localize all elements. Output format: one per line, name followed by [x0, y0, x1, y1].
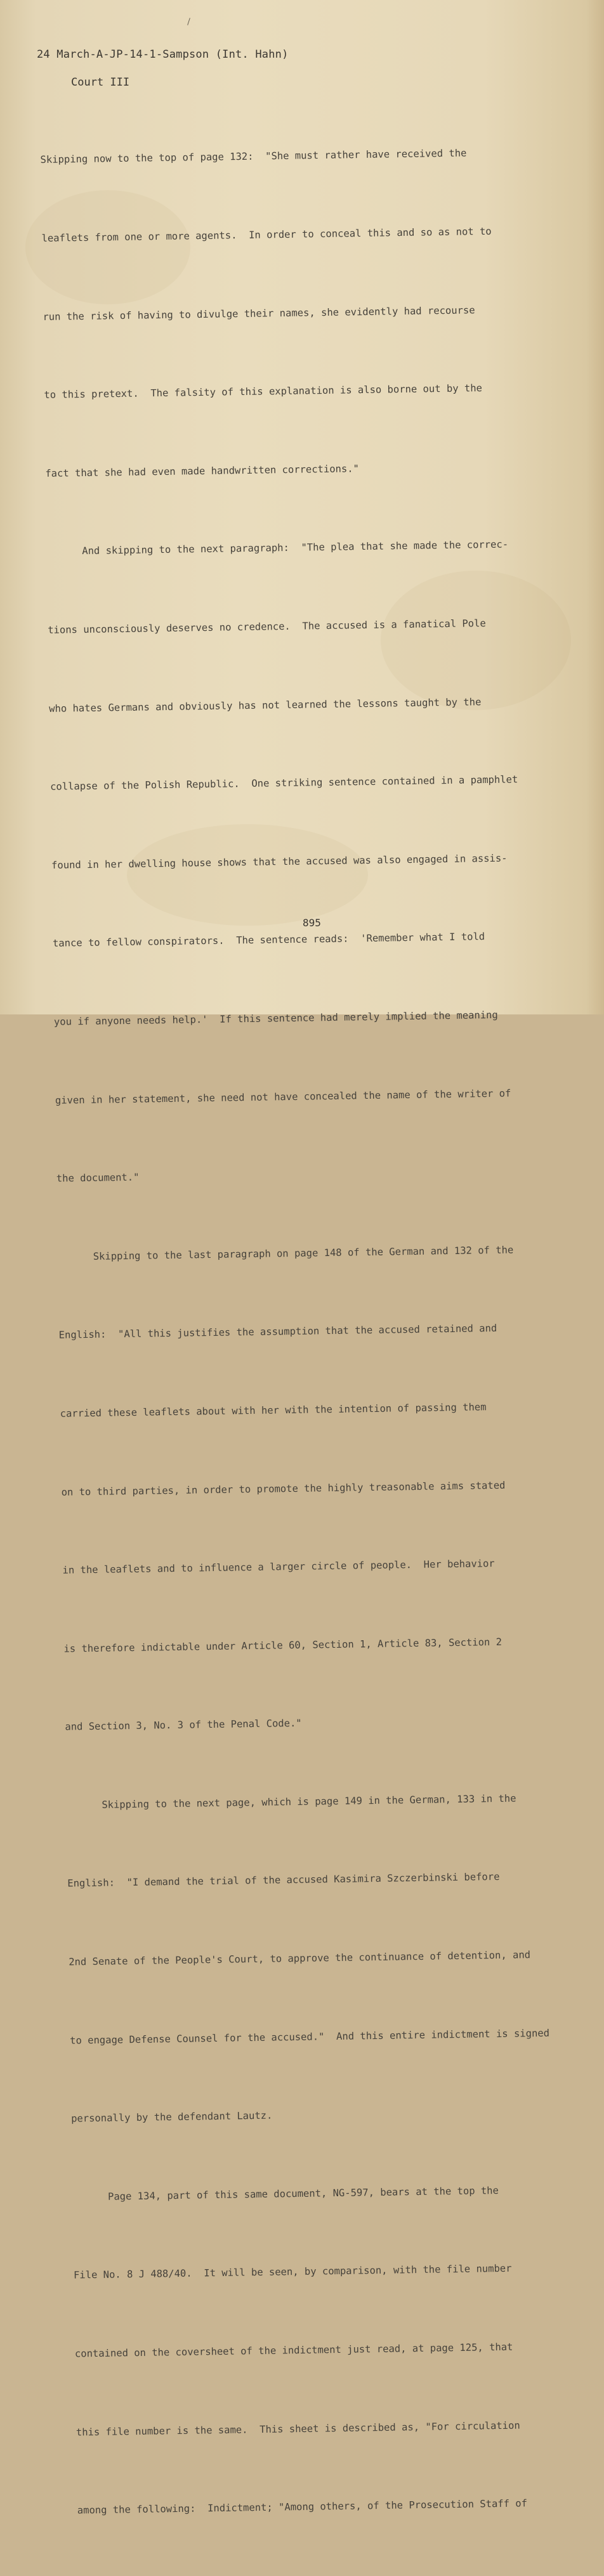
transcript-line: fact that she had even made handwritten corrections."	[45, 462, 360, 479]
pencil-mark	[187, 18, 190, 25]
transcript-line: among the following: Indictment; "Among others, of the Prosecution Staff of	[77, 2497, 528, 2516]
transcript-line: who hates Germans and obviously has not learned the lessons taught by the	[49, 696, 482, 715]
transcript-line: run the risk of having to divulge their names, she evidently had recourse	[43, 304, 475, 323]
page-number: 895	[303, 917, 321, 929]
transcript-line: and Section 3, No. 3 of the Penal Code."	[65, 1718, 302, 1733]
transcript-line: collapse of the Polish Republic. One striking sentence contained in a pamphlet	[49, 773, 518, 793]
transcript-line: you if anyone needs help.' If this sentence had merely implied the meaning	[53, 1009, 498, 1028]
document-header: 24 March-A-JP-14-1-Sampson (Int. Hahn)	[37, 48, 289, 61]
transcript-line: carried these leaflets about with her with the intention of passing them	[60, 1401, 487, 1420]
transcript-line: found in her dwelling house shows that the accused was also engaged in assis-	[51, 852, 508, 871]
transcript-line: Skipping to the last paragraph on page 148 of the German and 132 of the	[57, 1244, 514, 1263]
transcript-line: this file number is the same. This sheet is described as, "For circulation	[76, 2419, 520, 2438]
transcript-line: Skipping now to the top of page 132: "She must rather have received the	[40, 147, 467, 166]
transcript-line: Skipping to the next page, which is page 149 in the German, 133 in the	[66, 1792, 516, 1811]
transcript-line: File No. 8 J 488/40. It will be seen, by comparison, with the file number	[73, 2263, 512, 2282]
transcript-line: tions unconsciously deserves no credence. The accused is a fanatical Pole	[48, 618, 486, 636]
transcript-line: And skipping to the next paragraph: "The plea that she made the correc-	[46, 538, 509, 558]
transcript-line: tance to fellow conspirators. The sentence reads: 'Remember what I told	[52, 931, 485, 950]
transcript-line: English: "I demand the trial of the accused Kasimira Szczerbinski before	[67, 1871, 500, 1890]
transcript-line: leaflets from one or more agents. In order to conceal this and so as not to	[41, 225, 492, 244]
court-label: Court III	[71, 76, 130, 89]
transcript-line: on to third parties, in order to promote the highly treasonable aims stated	[61, 1479, 506, 1498]
transcript-line: to this pretext. The falsity of this explanation is also borne out by the	[44, 382, 483, 401]
transcript-line: contained on the coversheet of the indictment just read, at page 125, that	[74, 2341, 513, 2360]
transcript-line: English: "All this justifies the assumption that the accused retained and	[58, 1323, 497, 1342]
transcript-body	[39, 87, 586, 2576]
transcript-line: to engage Defense Counsel for the accused." And this entire indictment is signed	[70, 2027, 550, 2047]
transcript-line: given in her statement, she need not have concealed the name of the writer of	[55, 1087, 511, 1106]
transcript-line: is therefore indictable under Article 60, Section 1, Article 83, Section 2	[63, 1636, 502, 1655]
transcript-line: Page 134, part of this same document, NG-597, bears at the top the	[72, 2184, 499, 2203]
transcript-line: personally by the defendant Lautz.	[71, 2109, 273, 2125]
transcript-line: in the leaflets and to influence a larger circle of people. Her behavior	[62, 1558, 495, 1576]
transcript-line: the document."	[56, 1171, 140, 1184]
transcript-line: 2nd Senate of the People's Court, to approve the continuance of detention, and	[69, 1949, 531, 1968]
